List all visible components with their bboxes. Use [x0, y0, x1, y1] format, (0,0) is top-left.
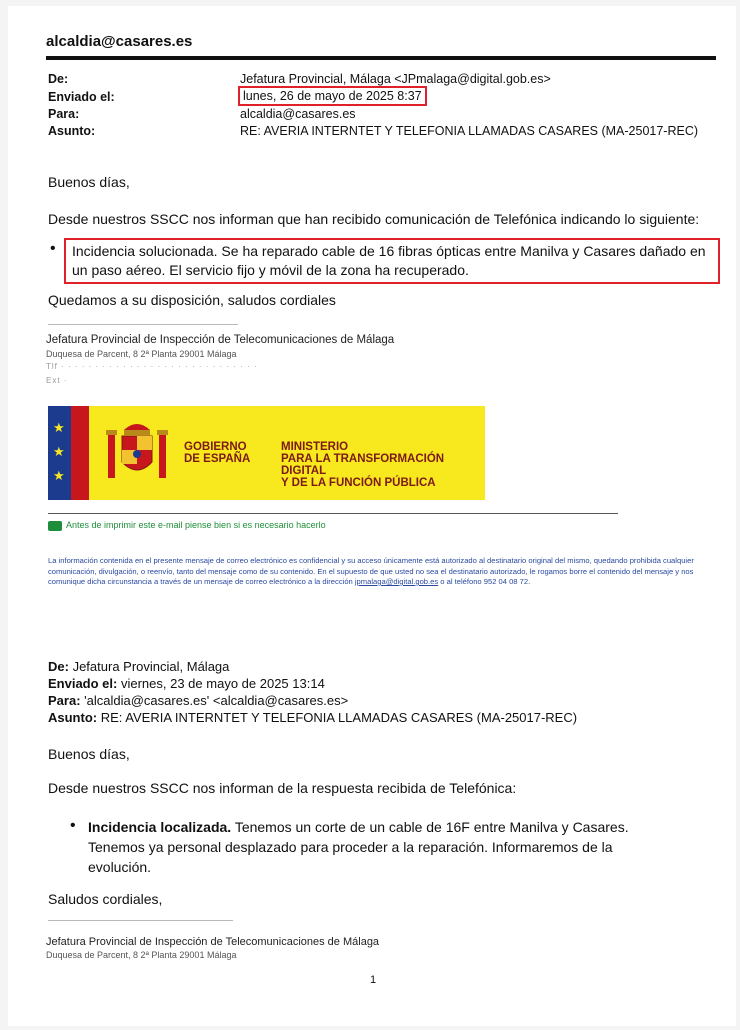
msg2-sent: Enviado el: viernes, 23 de mayo de 2025 13:14 [48, 676, 325, 691]
closing: Quedamos a su disposición, saludos cordiales [48, 292, 336, 308]
intro-paragraph: Desde nuestros SSCC nos informan que han recibido comunicación de Telefónica indicando lo siguiente: [48, 211, 700, 227]
star-icon: ★ [53, 420, 65, 435]
recycle-icon [48, 521, 62, 531]
print-notice: Antes de imprimir este e-mail piense bien si es necesario hacerlo [48, 520, 326, 531]
resolution-bullet: Incidencia solucionada. Se ha reparado cable de 16 fibras ópticas entre Manilva y Casares dañado en un paso aéreo. El servicio fijo y móvil de la zona ha recuperado. [64, 238, 720, 284]
confidentiality-notice: La información contenida en el presente mensaje de correo electrónico es confidencial y su acceso únicamente está autorizado al destinatario original del mismo, quedando prohibida cualquier comunicación, divulgación, o reenvío, tanto del mensaje como de su contenido. En el supuesto de que usted no sea el destinatario autorizado, le rogamos borre el contenido del mensaje y nos comunique dicha circunstancia a través de un mensaje de correo electrónico a la dirección jpmalaga@digital.gob.es o al teléfono 952 04 08 72. [48, 556, 694, 586]
msg2-greeting: Buenos días, [48, 746, 130, 762]
signature-org: Jefatura Provincial de Inspección de Telecomunicaciones de Málaga [46, 334, 395, 346]
greeting: Buenos días, [48, 174, 130, 190]
page-number: 1 [370, 974, 377, 986]
from-label: De: [48, 72, 69, 86]
coat-of-arms-icon [104, 416, 170, 490]
star-icon: ★ [53, 444, 65, 459]
msg2-bullet: Incidencia localizada. Tenemos un corte de un cable de 16F entre Manilva y Casares. Tenemos ya personal desplazado para proceder a la reparación. Informaremos de la evolución. [88, 819, 629, 875]
document-page [8, 6, 736, 1026]
ministerio-label: MINISTERIO PARA LA TRANSFORMACIÓN DIGITAL Y DE LA FUNCIÓN PÚBLICA [281, 441, 445, 489]
spain-flag-strip [71, 406, 89, 500]
eu-flag-strip [48, 406, 71, 500]
gobierno-label: GOBIERNO DE ESPAÑA [184, 441, 251, 465]
from-value: Jefatura Provincial, Málaga <JPmalaga@digital.gob.es> [240, 72, 551, 86]
banner-rule [48, 513, 618, 514]
subject-label: Asunto: [48, 124, 96, 138]
sent-label: Enviado el: [48, 90, 115, 104]
signature-org: Jefatura Provincial de Inspección de Telecomunicaciones de Málaga [46, 936, 380, 948]
bullet-dot: • [70, 817, 76, 834]
msg2-closing: Saludos cordiales, [48, 891, 163, 907]
bullet-dot: • [50, 240, 56, 257]
signature-rule [48, 324, 238, 325]
header-rule [46, 56, 716, 60]
redacted-line-2: Ext · [46, 376, 68, 385]
signature-address: Duquesa de Parcent, 8 2ª Planta 29001 Málaga [46, 349, 237, 359]
email-link[interactable]: jpmalaga@digital.gob.es [354, 577, 439, 586]
msg2-subject: Asunto: RE: AVERIA INTERNTET Y TELEFONIA LLAMADAS CASARES (MA-25017-REC) [48, 710, 578, 725]
msg2-intro: Desde nuestros SSCC nos informan de la respuesta recibida de Telefónica: [48, 780, 517, 796]
redacted-line-1: Tlf · · · · · · · · · · · · · · · · · · · · · · · · · · · · · [46, 362, 258, 371]
sent-value-highlight [238, 86, 427, 106]
msg2-from: De: Jefatura Provincial, Málaga [48, 659, 230, 674]
msg2-to: Para: 'alcaldia@casares.es' <alcaldia@casares.es> [48, 693, 349, 708]
signature-address: Duquesa de Parcent, 8 2ª Planta 29001 Málaga [46, 950, 237, 960]
signature-rule [48, 920, 233, 921]
to-value: alcaldia@casares.es [240, 107, 356, 121]
subject-value: RE: AVERIA INTERNTET Y TELEFONIA LLAMADAS CASARES (MA-25017-REC) [240, 124, 699, 138]
government-banner [48, 406, 485, 500]
mailbox-account: alcaldia@casares.es [46, 33, 193, 50]
sent-value: lunes, 26 de mayo de 2025 8:37 [243, 89, 422, 103]
to-label: Para: [48, 107, 80, 121]
star-icon: ★ [53, 468, 65, 483]
